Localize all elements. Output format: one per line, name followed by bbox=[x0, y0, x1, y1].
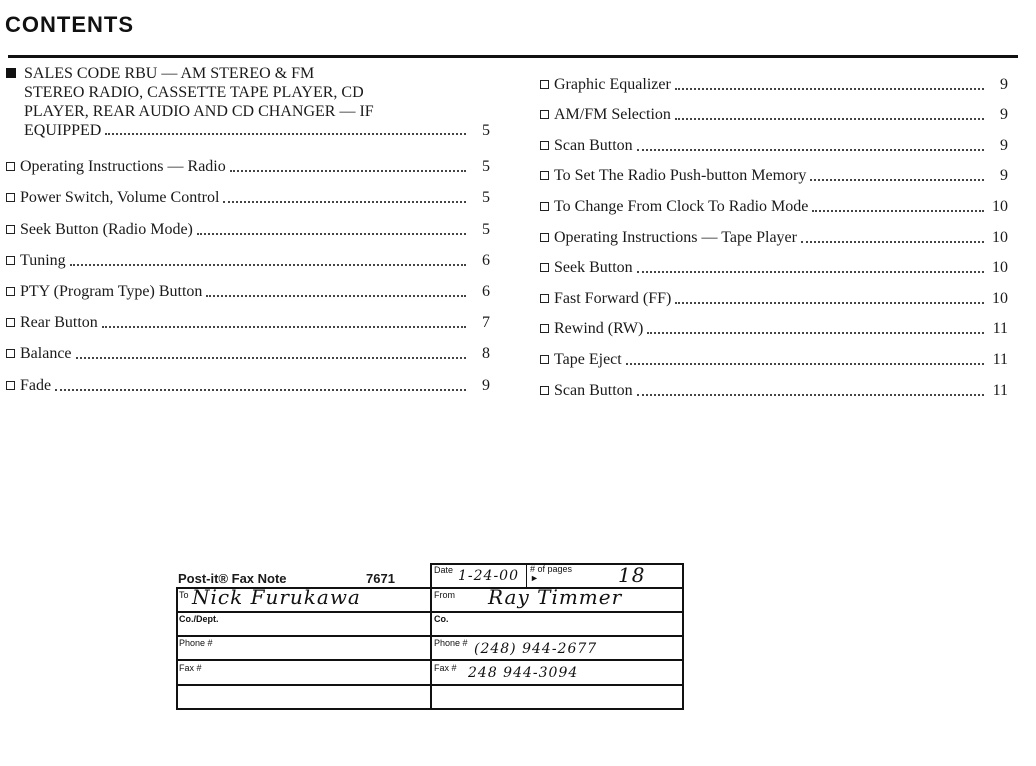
toc-entry-label: Tape Eject bbox=[554, 350, 622, 368]
toc-entry-label: Tuning bbox=[20, 251, 66, 269]
page-number: 6 bbox=[482, 282, 490, 300]
toc-entry-label: To Set The Radio Push-button Memory bbox=[554, 167, 807, 185]
page-number: 10 bbox=[992, 197, 1008, 215]
dot-leader bbox=[55, 389, 466, 391]
fax-pages-value: 18 bbox=[618, 563, 646, 587]
toc-entry[interactable] bbox=[6, 271, 490, 302]
toc-entry[interactable] bbox=[6, 364, 490, 395]
dot-leader bbox=[223, 201, 466, 203]
fax-date-label: Date bbox=[434, 565, 454, 575]
page-number: 5 bbox=[482, 189, 490, 207]
dot-leader bbox=[810, 179, 984, 181]
main-entry-line-1: SALES CODE RBU — AM STEREO & FM bbox=[24, 65, 315, 82]
page-number: 9 bbox=[1000, 167, 1008, 185]
title-rule bbox=[8, 55, 1018, 58]
dot-leader bbox=[230, 170, 466, 172]
toc-right-column bbox=[540, 64, 1008, 401]
toc-entry[interactable] bbox=[6, 177, 490, 208]
page-number: 10 bbox=[992, 259, 1008, 277]
page-number: 8 bbox=[482, 345, 490, 363]
page-number: 9 bbox=[1000, 136, 1008, 154]
toc-entry[interactable] bbox=[540, 370, 1008, 401]
fax-phone-left-label: Phone # bbox=[179, 638, 213, 648]
toc-entry[interactable] bbox=[540, 64, 1008, 95]
page-number: 6 bbox=[482, 251, 490, 269]
toc-entry-label: Scan Button bbox=[554, 136, 633, 154]
page-number: 11 bbox=[992, 350, 1008, 368]
dot-leader bbox=[70, 264, 466, 266]
fax-fax-left-label: Fax # bbox=[179, 663, 202, 673]
toc-entry-label: Scan Button bbox=[554, 381, 633, 399]
dot-leader bbox=[105, 133, 466, 135]
hollow-square-icon bbox=[540, 233, 549, 242]
hollow-square-icon bbox=[540, 386, 549, 395]
toc-entry-label: Balance bbox=[20, 345, 72, 363]
toc-entry[interactable] bbox=[6, 302, 490, 333]
page-number: 10 bbox=[992, 289, 1008, 307]
hollow-square-icon bbox=[6, 381, 15, 390]
toc-entry[interactable] bbox=[540, 186, 1008, 217]
toc-entry[interactable] bbox=[6, 240, 490, 271]
dot-leader bbox=[647, 332, 984, 334]
fax-fax-value: 248 944-3094 bbox=[468, 665, 579, 681]
page-title: CONTENTS bbox=[5, 12, 134, 37]
toc-right-list bbox=[540, 64, 1008, 401]
hollow-square-icon bbox=[6, 318, 15, 327]
toc-entry[interactable] bbox=[540, 217, 1008, 248]
post-it-fax-note bbox=[176, 563, 684, 709]
toc-entry-label: Graphic Equalizer bbox=[554, 75, 671, 93]
hollow-square-icon bbox=[540, 171, 549, 180]
hollow-square-icon bbox=[540, 202, 549, 211]
page-number: 11 bbox=[992, 320, 1008, 338]
toc-entry-label: Rear Button bbox=[20, 314, 98, 332]
hollow-square-icon bbox=[540, 80, 549, 89]
page-number: 10 bbox=[992, 228, 1008, 246]
toc-entry[interactable] bbox=[6, 208, 490, 239]
toc-entry[interactable] bbox=[6, 333, 490, 364]
toc-entry[interactable] bbox=[540, 95, 1008, 126]
dot-leader bbox=[637, 394, 984, 396]
toc-entry[interactable] bbox=[540, 125, 1008, 156]
toc-entry-label: Rewind (RW) bbox=[554, 320, 644, 338]
main-entry-line-2: STEREO RADIO, CASSETTE TAPE PLAYER, CD bbox=[24, 84, 364, 101]
hollow-square-icon bbox=[540, 141, 549, 150]
toc-entry-label: Operating Instructions — Tape Player bbox=[554, 228, 797, 246]
fax-line-2 bbox=[176, 611, 684, 613]
toc-entry[interactable] bbox=[540, 309, 1008, 340]
toc-main-entry[interactable] bbox=[6, 64, 490, 140]
hollow-square-icon bbox=[540, 294, 549, 303]
main-entry-line-3: PLAYER, REAR AUDIO AND CD CHANGER — IF bbox=[24, 103, 374, 120]
fax-line-5 bbox=[176, 684, 684, 686]
page-number: 5 bbox=[482, 122, 490, 139]
toc-entry-label: To Change From Clock To Radio Mode bbox=[554, 197, 809, 215]
fax-from-value: Ray Timmer bbox=[488, 585, 623, 609]
dot-leader bbox=[637, 271, 984, 273]
hollow-square-icon bbox=[540, 263, 549, 272]
toc-entry-label: Seek Button (Radio Mode) bbox=[20, 220, 193, 238]
page-number: 7 bbox=[482, 314, 490, 332]
fax-pages-divider bbox=[526, 563, 527, 587]
dot-leader bbox=[102, 326, 466, 328]
hollow-square-icon bbox=[6, 256, 15, 265]
hollow-square-icon bbox=[6, 225, 15, 234]
page-number: 5 bbox=[482, 158, 490, 176]
toc-left-list bbox=[6, 146, 490, 396]
fax-co-label: Co. bbox=[434, 614, 449, 624]
toc-entry[interactable] bbox=[6, 146, 490, 177]
fax-codept-label: Co./Dept. bbox=[179, 614, 219, 624]
fax-line-3 bbox=[176, 635, 684, 637]
toc-entry[interactable] bbox=[540, 248, 1008, 279]
fax-phone-right-label: Phone # bbox=[434, 638, 468, 648]
toc-left-column bbox=[6, 64, 490, 396]
hollow-square-icon bbox=[540, 324, 549, 333]
dot-leader bbox=[626, 363, 984, 365]
dot-leader bbox=[675, 302, 984, 304]
hollow-square-icon bbox=[6, 193, 15, 202]
fax-pages-label: # of pages ► bbox=[530, 564, 573, 583]
filled-square-icon bbox=[6, 68, 16, 78]
page-number: 9 bbox=[1000, 106, 1008, 124]
hollow-square-icon bbox=[540, 110, 549, 119]
dot-leader bbox=[76, 357, 466, 359]
dot-leader bbox=[206, 295, 466, 297]
page-number: 9 bbox=[482, 376, 490, 394]
fax-line-6 bbox=[176, 708, 684, 710]
fax-form-number: 7671 bbox=[366, 571, 395, 586]
dot-leader bbox=[812, 210, 984, 212]
toc-entry-label: Power Switch, Volume Control bbox=[20, 189, 220, 207]
toc-entry-label: PTY (Program Type) Button bbox=[20, 282, 203, 300]
dot-leader bbox=[675, 118, 984, 120]
dot-leader bbox=[637, 149, 984, 151]
fax-border-left bbox=[176, 587, 178, 709]
toc-entry-label: Fade bbox=[20, 376, 52, 394]
fax-date-value: 1-24-00 bbox=[458, 568, 519, 584]
page-number: 9 bbox=[1000, 75, 1008, 93]
toc-entry-label: Seek Button bbox=[554, 259, 633, 277]
toc-entry-label: Operating Instructions — Radio bbox=[20, 158, 226, 176]
page-number: 5 bbox=[482, 220, 490, 238]
fax-line-4 bbox=[176, 659, 684, 661]
fax-to-value: Nick Furukawa bbox=[192, 585, 361, 609]
fax-from-label: From bbox=[434, 590, 455, 600]
dot-leader bbox=[197, 233, 466, 235]
fax-brand: Post-it® Fax Note bbox=[178, 571, 287, 586]
hollow-square-icon bbox=[6, 162, 15, 171]
fax-to-label: To bbox=[179, 590, 189, 600]
hollow-square-icon bbox=[6, 349, 15, 358]
fax-fax-right-label: Fax # bbox=[434, 663, 457, 673]
hollow-square-icon bbox=[540, 355, 549, 364]
toc-entry[interactable] bbox=[540, 339, 1008, 370]
fax-phone-value: (248) 944-2677 bbox=[474, 641, 598, 657]
dot-leader bbox=[801, 241, 984, 243]
page-number: 11 bbox=[992, 381, 1008, 399]
toc-entry-label: AM/FM Selection bbox=[554, 106, 671, 124]
toc-entry[interactable] bbox=[540, 278, 1008, 309]
toc-entry-label: Fast Forward (FF) bbox=[554, 289, 672, 307]
toc-entry[interactable] bbox=[540, 156, 1008, 187]
hollow-square-icon bbox=[6, 287, 15, 296]
main-entry-line-4: EQUIPPED bbox=[24, 122, 102, 139]
dot-leader bbox=[675, 88, 984, 90]
